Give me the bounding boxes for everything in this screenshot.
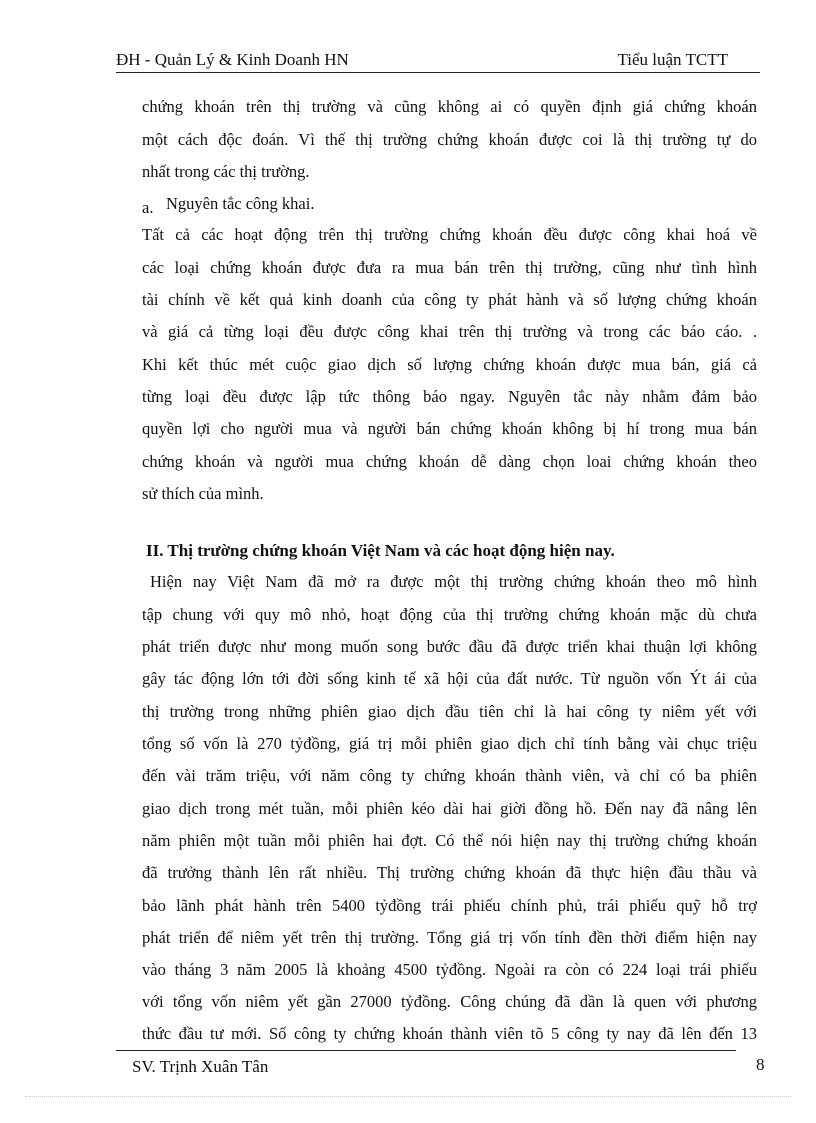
page-header: [116, 48, 760, 73]
page-bottom-edge: [25, 1096, 791, 1097]
header-doc-title: Tiểu luận TCTT: [617, 50, 728, 69]
text-line: chứng khoán và người mua chứng khoán dễ dàng chọn loai chứng khoán theo: [142, 452, 757, 471]
text-line: sử thích của mình.: [142, 484, 264, 503]
text-line: từng loại đều được lập tức thông báo ngay. Nguyên tắc này nhằm đảm bảo: [142, 387, 757, 406]
text-line: đến vài trăm triệu, với năm công ty chứng khoán thành viên, và chỉ có ba phiên: [142, 766, 757, 785]
text-line: một cách độc đoán. Vì thế thị trường chứng khoán được coi là thị trường tự do: [142, 130, 757, 149]
text-line: và giá cả từng loại đều được công khai trên thị trường và trong các báo cáo. .: [142, 322, 757, 341]
header-institution: ĐH - Quản Lý & Kinh Doanh HN: [116, 50, 349, 69]
text-line: tập chung với quy mô nhỏ, hoạt động của thị trường chứng khoán mặc dù chưa: [142, 605, 757, 624]
text-line: quyền lợi cho người mua và người bán chứng khoán không bị hí trong mua bán: [142, 419, 757, 438]
text-line: phát triển để niêm yết trên thị trường. Tổng giá trị vốn tính đền thời điểm hiện nay: [142, 928, 757, 947]
list-marker: a.: [142, 198, 154, 217]
text-line: bảo lãnh phát hành trên 5400 tỷđồng trái phiếu chính phủ, trái phiếu quỹ hỗ trợ: [142, 896, 757, 915]
text-line: giao dịch trong mét tuần, mỗi phiên kéo dài hai giời đồng hồ. Đến nay đã nâng lên: [142, 799, 757, 818]
footer-rule: [116, 1050, 736, 1051]
text-line: nhất trong các thị trường.: [142, 162, 310, 181]
text-line: các loại chứng khoán được đưa ra mua bán trên thị trường, cũng như tình hình: [142, 258, 757, 277]
text-line: vào tháng 3 năm 2005 là khoảng 4500 tỷđồng. Ngoài ra còn có 224 loại trái phiếu: [142, 960, 757, 979]
text-line: phát triển được như mong muốn song bước đầu đã được triển khai thuận lợi không: [142, 637, 757, 656]
text-line: tài chính về kết quả kinh doanh của công ty phát hành và số lượng chứng khoán: [142, 290, 757, 309]
footer-author: SV. Trịnh Xuân Tân: [132, 1057, 269, 1076]
text-line: Tất cả các hoạt động trên thị trường chứng khoán đều được công khai hoá về: [142, 225, 757, 244]
text-line: thị trường trong những phiên giao dịch đầu tiên chỉ là hai công ty niêm yết với: [142, 702, 757, 721]
section-heading: II. Thị trường chứng khoán Việt Nam và các hoạt động hiện nay.: [146, 541, 615, 560]
text-line: Khi kết thúc mét cuộc giao dịch số lượng chứng khoán được mua bán, giá cả: [142, 355, 757, 374]
text-line: Hiện nay Việt Nam đã mở ra được một thị trường chứng khoán theo mô hình: [150, 572, 757, 591]
page-number: 8: [756, 1055, 765, 1074]
text-line: năm phiên một tuần mỗi phiên hai đợt. Có thể nói hiện nay thị trường chứng khoán: [142, 831, 757, 850]
text-line: tổng số vốn là 270 tỷđồng, giá trị mỗi phiên giao dịch chỉ tính bằng vài chục triệu: [142, 734, 757, 753]
text-line: với tổng vốn niêm yết gần 27000 tỷđồng. Công chúng đã dần là quen với phương: [142, 992, 757, 1011]
text-line: thức đầu tư mới. Số công ty chứng khoán thành viên tõ 5 công ty nay đã lên đến 13: [142, 1024, 757, 1043]
text-line: chứng khoán trên thị trường và cũng không ai có quyền định giá chứng khoán: [142, 97, 757, 116]
text-line: gây tác động lớn tới đời sống kinh tế xã hội của đất nước. Từ nguồn vốn Ýt ái của: [142, 669, 757, 688]
text-line: đã trưởng thành lên rất nhiều. Thị trường chứng khoán đã thực hiện đầu thầu và: [142, 863, 757, 882]
subsection-title: Nguyên tắc công khai.: [166, 194, 315, 213]
